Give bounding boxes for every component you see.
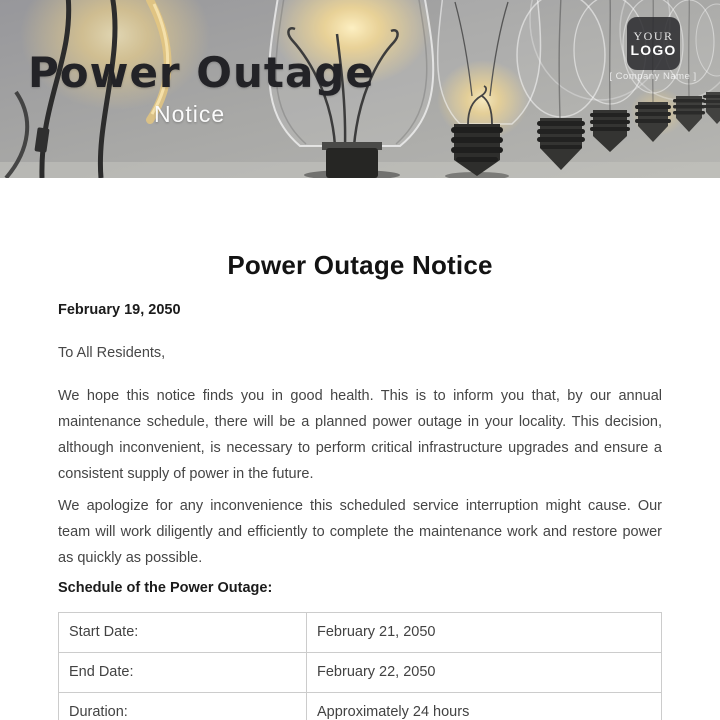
schedule-heading: Schedule of the Power Outage: (58, 580, 273, 596)
body-paragraph-2: We apologize for any inconvenience this scheduled service interruption might cause. Our team will work diligently and efficiently to complete the maintenance work and restore power as quickly as possible. (58, 498, 662, 566)
schedule-label-cell: Duration: (59, 693, 307, 720)
logo-badge (627, 17, 680, 70)
schedule-table (58, 612, 662, 720)
table-row (59, 653, 662, 693)
notice-date: February 19, 2050 (58, 302, 181, 318)
table-row (59, 613, 662, 653)
banner-subtitle: Notice (154, 101, 226, 127)
banner (0, 0, 720, 178)
banner-title: Power Outage (28, 48, 375, 97)
logo-text-your: YOUR (633, 28, 674, 43)
logo-text-logo: LOGO (630, 41, 677, 58)
body-paragraph-1: We hope this notice finds you in good health. This is to inform you that, by our annual maintenance schedule, there will be a planned power outage in your locality. This decision, although inconvenient, is necessary to perform critical infrastructure upgrades and ensure a consistent supply of power in the future. (58, 388, 662, 482)
schedule-value-cell: Approximately 24 hours (307, 693, 662, 720)
salutation: To All Residents, (58, 345, 166, 361)
schedule-value-cell: February 21, 2050 (307, 613, 662, 653)
table-row (59, 693, 662, 720)
document-title: Power Outage Notice (227, 250, 493, 280)
company-name-placeholder: [ Company Name ] (609, 71, 697, 82)
schedule-label-cell: End Date: (59, 653, 307, 693)
notice-document (0, 249, 720, 720)
schedule-label-cell: Start Date: (59, 613, 307, 653)
schedule-value-cell: February 22, 2050 (307, 653, 662, 693)
